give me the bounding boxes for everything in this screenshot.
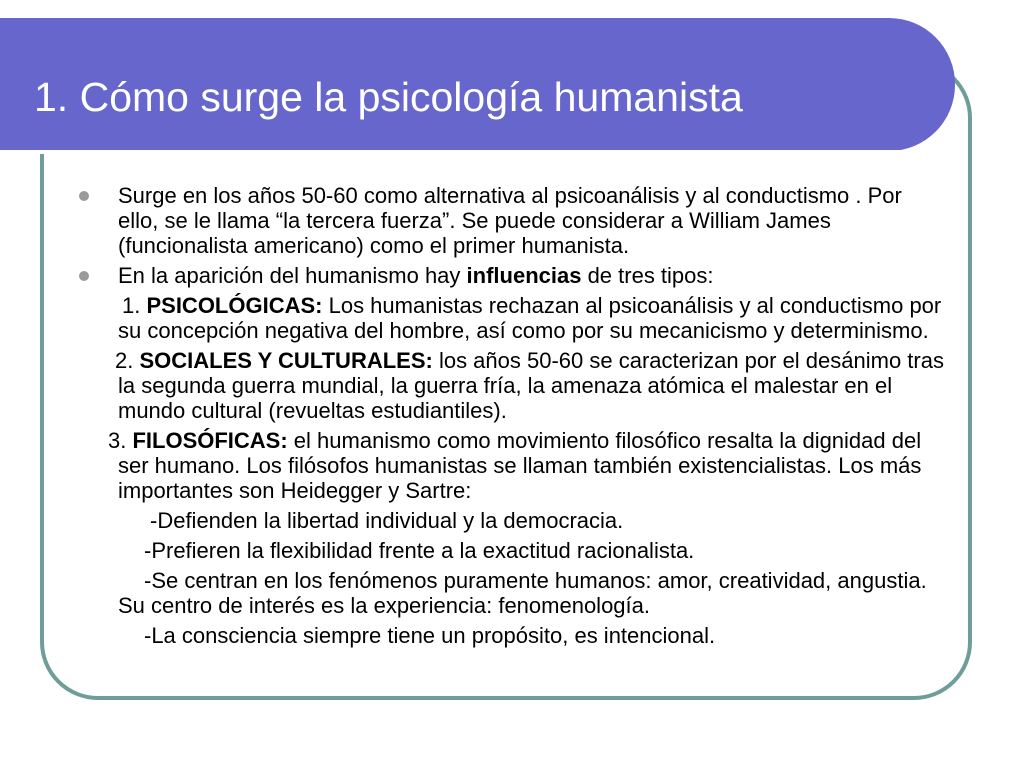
bullet-icon bbox=[79, 271, 89, 281]
influence-heading: SOCIALES Y CULTURALES: bbox=[139, 348, 433, 373]
influence-text: el humanismo como movimiento filosófico resalta la dignidad del ser humano. Los filósofos humanistas se llaman también existencialistas. Los más importantes son Heidegger y Sartre: bbox=[118, 428, 922, 503]
influence-filosoficas bbox=[108, 428, 948, 503]
slide-body bbox=[108, 183, 948, 653]
feature-line-2: -Prefieren la flexibilidad frente a la exactitud racionalista. bbox=[144, 538, 695, 563]
influence-text: Los humanistas rechazan al psicoanálisis y al conductismo por su concepción negativa del hombre, así como por su mecanicismo y determinismo. bbox=[118, 293, 942, 343]
bullet-text: Surge en los años 50-60 como alternativa al psicoanálisis y al conductismo . Por ello, se le llama “la tercera fuerza”. Se puede considerar a William James (funcionalista americano) como el primer humanista. bbox=[118, 183, 902, 258]
slide-title: 1. Cómo surge la psicología humanista bbox=[34, 74, 743, 120]
title-banner bbox=[0, 18, 955, 151]
influence-sociales bbox=[115, 348, 948, 423]
bullet-item-1 bbox=[118, 183, 948, 258]
influence-number: 3. bbox=[108, 428, 133, 453]
feature-line-3: -Se centran en los fenómenos puramente humanos: amor, creatividad, angustia. Su centro de interés es la experiencia: fenomenología. bbox=[118, 568, 927, 618]
bullet-text-post: de tres tipos: bbox=[581, 263, 714, 288]
feature-line-4: -La consciencia siempre tiene un propósito, es intencional. bbox=[144, 623, 716, 648]
influence-heading: PSICOLÓGICAS: bbox=[146, 293, 323, 318]
influence-number: 2. bbox=[115, 348, 140, 373]
influence-heading: FILOSÓFICAS: bbox=[132, 428, 288, 453]
bullet-text-bold: influencias bbox=[466, 263, 582, 288]
feature-line-1: -Defienden la libertad individual y la democracia. bbox=[150, 508, 624, 533]
influence-text: los años 50-60 se caracterizan por el desánimo tras la segunda guerra mundial, la guerra fría, la amenaza atómica el malestar en el mundo cultural (revueltas estudiantiles). bbox=[118, 348, 944, 423]
bullet-icon bbox=[79, 191, 89, 201]
title-underline bbox=[0, 150, 905, 154]
influence-number: 1. bbox=[122, 293, 147, 318]
influence-psicologicas bbox=[118, 293, 948, 343]
bullet-text-pre: En la aparición del humanismo hay bbox=[118, 263, 467, 288]
bullet-item-2 bbox=[118, 263, 948, 288]
